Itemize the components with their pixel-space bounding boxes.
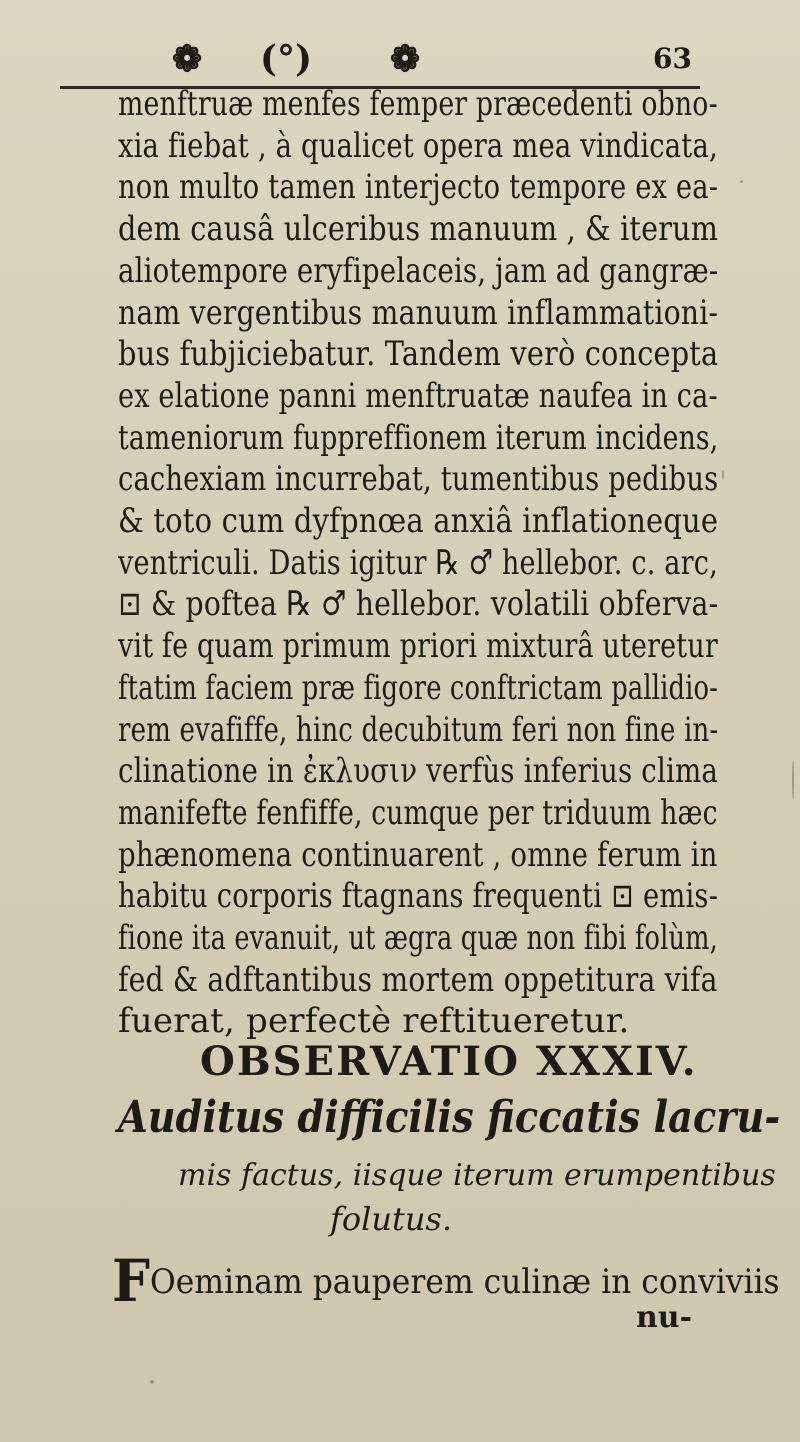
body-line: nam vergentibus manuum inflammationi-: [118, 292, 719, 333]
catchword: nu-: [636, 1300, 693, 1335]
body-line: habitu corporis ftagnans frequenti ⊡ emis-: [118, 876, 719, 917]
paper-speck: [150, 1380, 154, 1384]
observation-subtitle-line-1: Auditus difficilis ficcatis lacru-: [118, 1092, 781, 1143]
body-line: fione ita evanuit, ut ægra quæ non fibi folùm,: [118, 918, 718, 959]
body-line: clinatione in ἐκλυσιν verfùs inferius clima: [118, 751, 719, 792]
page-number: 63: [653, 42, 692, 75]
body-line: manifefte fenfiffe, cumque per triduum hæc: [118, 792, 718, 833]
ornament-right: ❁: [390, 38, 421, 80]
body-text: [118, 84, 718, 1043]
body-line: ftatim faciem præ figore conftrictam pallidio-: [118, 667, 718, 708]
body-line: xia fiebat , à qualicet opera mea vindicata,: [118, 125, 718, 166]
body-line: ⊡ & poftea ℞ ♂ hellebor. volatili obferva-: [118, 584, 719, 625]
page-header: [60, 28, 700, 88]
observation-heading: OBSERVATIO XXXIV.: [200, 1038, 698, 1085]
ornament-left: ❁: [172, 38, 203, 80]
body-line: ventriculi. Datis igitur ℞ ♂ hellebor. c. arc,: [118, 542, 718, 583]
body-line: cachexiam incurrebat, tumentibus pedibus: [118, 459, 719, 500]
body-line: phænomena continuarent , omne ferum in: [118, 834, 718, 875]
body-line: rem evafiffe, hinc decubitum feri non fine in-: [118, 709, 719, 750]
body-start-text: Oeminam pauperem culinæ in conviviis: [150, 1262, 780, 1302]
body-line: non multo tamen interjecto tempore ex ea-: [118, 167, 719, 208]
observation-subtitle-line-2: mis factus, iisque iterum erumpentibus: [178, 1158, 776, 1193]
body-line: aliotempore eryfipelaceis, jam ad gangræ-: [118, 250, 719, 291]
body-line: menftruæ menfes femper præcedenti obno-: [118, 84, 718, 124]
body-line: vit fe quam primum priori mixturâ uteretur: [118, 626, 718, 667]
body-line: & toto cum dyfpnœa anxiâ inflationeque: [118, 501, 719, 542]
body-line: tameniorum fuppreffionem iterum incidens,: [118, 417, 719, 458]
ornament-center: (°): [260, 38, 313, 80]
body-line: fuerat, perfectè reftitueretur.: [118, 1001, 630, 1042]
body-line: fed & adftantibus mortem oppetitura vifa: [118, 959, 718, 1000]
paper-speck: [740, 180, 743, 183]
paper-speck: [792, 760, 794, 800]
drop-cap: F: [112, 1247, 151, 1315]
body-line: ex elatione panni menftruatæ naufea in ca-: [118, 375, 718, 416]
observation-subtitle-line-3: folutus.: [330, 1200, 453, 1238]
body-line: dem causâ ulceribus manuum , & iterum: [118, 209, 719, 250]
paper-speck: [722, 470, 724, 480]
body-line: bus fubjiciebatur. Tandem verò concepta: [118, 334, 719, 375]
